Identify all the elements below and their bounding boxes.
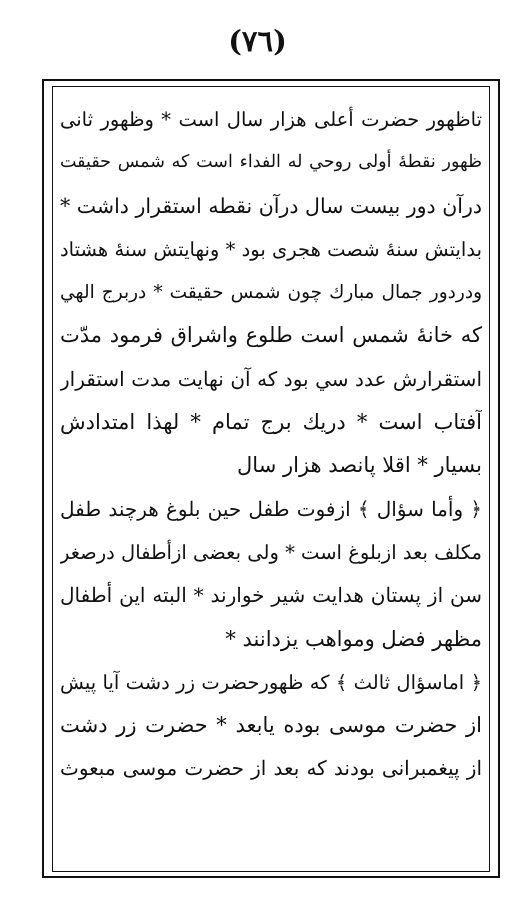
text-line: مكلف بعد ازبلوغ است * ولى بعضى ازأطفال درصغر — [60, 540, 482, 564]
page-number: (٧٦) — [228, 24, 287, 58]
text-line: استقرارش عدد سي بود كه آن نهايت مدت استقرار — [60, 366, 482, 391]
text-line: از پيغمبرانى بودند كه بعد از حضرت موسى مبعوث — [60, 756, 482, 781]
text-line: بدايتش سنهٔ شصت هجرى بود * ونهايتش سنهٔ هشتاد — [60, 237, 482, 261]
text-line: كه خانهٔ شمس است طلوع واشراق فرمود مدّت — [60, 323, 482, 348]
text-line: ودردور جمال مبارك چون شمس حقيقت * دربرج الهي — [60, 282, 482, 304]
text-line: بسيار * اقلا پانصد هزار سال — [237, 453, 482, 478]
text-line: درآن دور بيست سال درآن نقطه استقرار داشت * — [60, 193, 482, 218]
text-line: ظهور نقطهٔ أولى روحي له الفداء است كه شمس حقيقت — [60, 152, 482, 173]
body-text — [60, 98, 482, 791]
text-line: سن از پستان هدايت شير خوارند * البته اين أطفال — [60, 583, 482, 608]
text-line: مظهر فضل ومواهب يزدانند * — [225, 626, 482, 651]
question-heading-line: ﴿ اماسؤال ثالث ﴾ كه ظهورحضرت زر دشت آيا پيش — [60, 670, 482, 694]
text-line: تاظهور حضرت أعلى هزار سال است * وظهور ثانى — [60, 108, 482, 131]
question-heading-line: ﴿ وأما سؤال ﴾ ازفوت طفل حين بلوغ هرچند طفل — [60, 496, 482, 521]
text-line: از حضرت موسى بوده يابعد * حضرت زر دشت — [60, 713, 482, 738]
text-line: آفتاب است * دريك برج تمام * لهذا امتدادش — [60, 410, 482, 435]
